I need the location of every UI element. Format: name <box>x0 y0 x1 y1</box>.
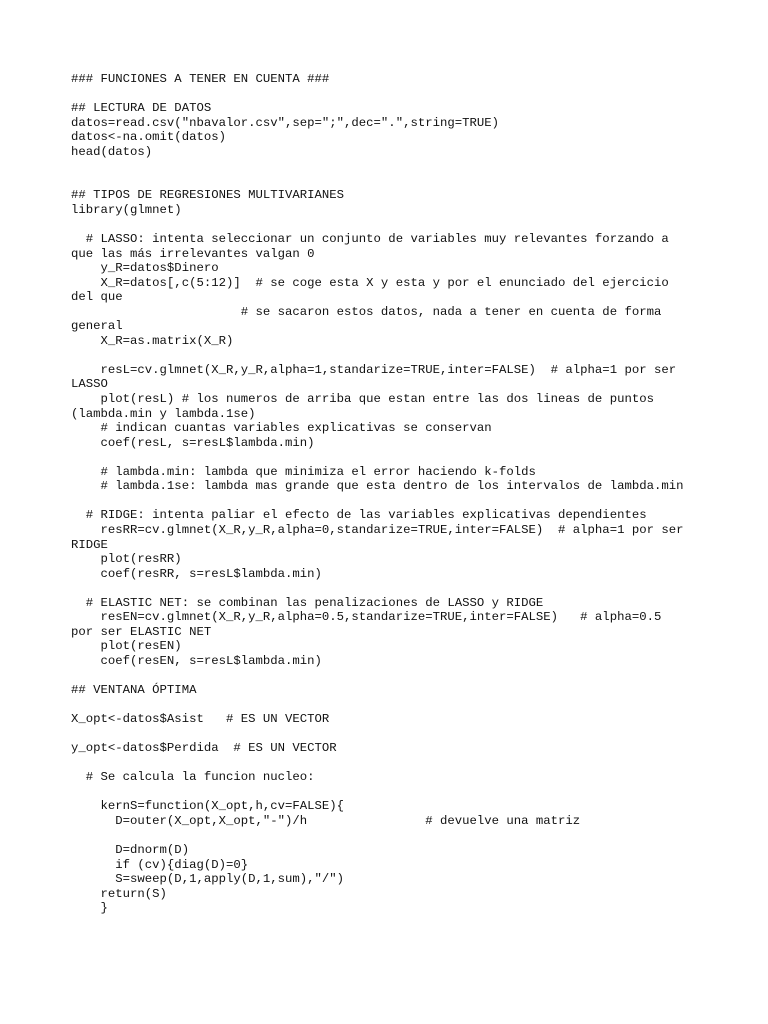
code-line <box>71 174 711 189</box>
code-line: X_R=as.matrix(X_R) <box>71 333 234 348</box>
code-line: plot(resEN) <box>71 639 182 654</box>
code-line <box>71 348 711 363</box>
code-line: S=sweep(D,1,apply(D,1,sum),"/") <box>71 872 345 887</box>
code-line: kernS=function(X_opt,h,cv=FALSE){ <box>71 799 345 814</box>
code-line: y_R=datos$Dinero <box>71 261 219 276</box>
code-line: datos=read.csv("nbavalor.csv",sep=";",dec=".",string=TRUE) <box>71 115 500 130</box>
code-line: # se sacaron estos datos, nada a tener en cuenta de forma <box>71 304 662 319</box>
code-line <box>71 494 711 509</box>
code-line: ## TIPOS DE REGRESIONES MULTIVARIANES <box>71 188 345 203</box>
code-line: datos<-na.omit(datos) <box>71 130 226 145</box>
code-line: coef(resRR, s=resL$lambda.min) <box>71 566 322 581</box>
code-line: resEN=cv.glmnet(X_R,y_R,alpha=0.5,standarize=TRUE,inter=FALSE) # alpha=0.5 <box>71 610 662 625</box>
code-line <box>71 698 711 713</box>
code-line: plot(resL) # los numeros de arriba que estan entre las dos lineas de puntos <box>71 392 654 407</box>
code-line: head(datos) <box>71 144 153 159</box>
code-line: coef(resEN, s=resL$lambda.min) <box>71 653 322 668</box>
code-line: D=dnorm(D) <box>71 842 190 857</box>
code-line <box>71 217 711 232</box>
code-line: LASSO <box>71 377 108 392</box>
code-line: # RIDGE: intenta paliar el efecto de las variables explicativas dependientes <box>71 508 647 523</box>
code-line <box>71 727 711 742</box>
code-line: library(glmnet) <box>71 202 182 217</box>
code-line: } <box>71 901 108 916</box>
code-line: que las más irrelevantes valgan 0 <box>71 246 315 261</box>
code-line: # ELASTIC NET: se combinan las penalizaciones de LASSO y RIDGE <box>71 595 544 610</box>
code-line: por ser ELASTIC NET <box>71 624 212 639</box>
code-line <box>71 668 711 683</box>
document-body <box>71 72 711 916</box>
code-line: ## LECTURA DE DATOS <box>71 101 212 116</box>
code-line: # LASSO: intenta seleccionar un conjunto de variables muy relevantes forzando a <box>71 232 669 247</box>
code-line: # lambda.1se: lambda mas grande que esta dentro de los intervalos de lambda.min <box>71 479 684 494</box>
code-line: # indican cuantas variables explicativas se conservan <box>71 421 492 436</box>
code-line <box>71 450 711 465</box>
code-line: if (cv){diag(D)=0} <box>71 857 249 872</box>
code-line: general <box>71 319 123 334</box>
code-line: X_R=datos[,c(5:12)] # se coge esta X y esta y por el enunciado del ejercicio <box>71 275 669 290</box>
code-line <box>71 828 711 843</box>
code-line <box>71 87 711 102</box>
code-line <box>71 581 711 596</box>
code-line: # Se calcula la funcion nucleo: <box>71 770 315 785</box>
code-line: resRR=cv.glmnet(X_R,y_R,alpha=0,standarize=TRUE,inter=FALSE) # alpha=1 por ser <box>71 522 684 537</box>
code-line <box>71 756 711 771</box>
code-line: (lambda.min y lambda.1se) <box>71 406 256 421</box>
code-line: plot(resRR) <box>71 552 182 567</box>
code-line: # lambda.min: lambda que minimiza el error haciendo k-folds <box>71 464 536 479</box>
code-line <box>71 785 711 800</box>
code-line: coef(resL, s=resL$lambda.min) <box>71 435 315 450</box>
code-line: X_opt<-datos$Asist # ES UN VECTOR <box>71 712 330 727</box>
code-line: ### FUNCIONES A TENER EN CUENTA ### <box>71 72 330 86</box>
code-line: resL=cv.glmnet(X_R,y_R,alpha=1,standarize=TRUE,inter=FALSE) # alpha=1 por ser <box>71 362 677 377</box>
code-line: return(S) <box>71 886 167 901</box>
code-line: ## VENTANA ÓPTIMA <box>71 682 197 697</box>
code-line: y_opt<-datos$Perdida # ES UN VECTOR <box>71 741 337 756</box>
code-line <box>71 159 711 174</box>
code-line: del que <box>71 290 123 305</box>
code-line: D=outer(X_opt,X_opt,"-")/h # devuelve una matriz <box>71 813 581 828</box>
code-line: RIDGE <box>71 537 108 552</box>
